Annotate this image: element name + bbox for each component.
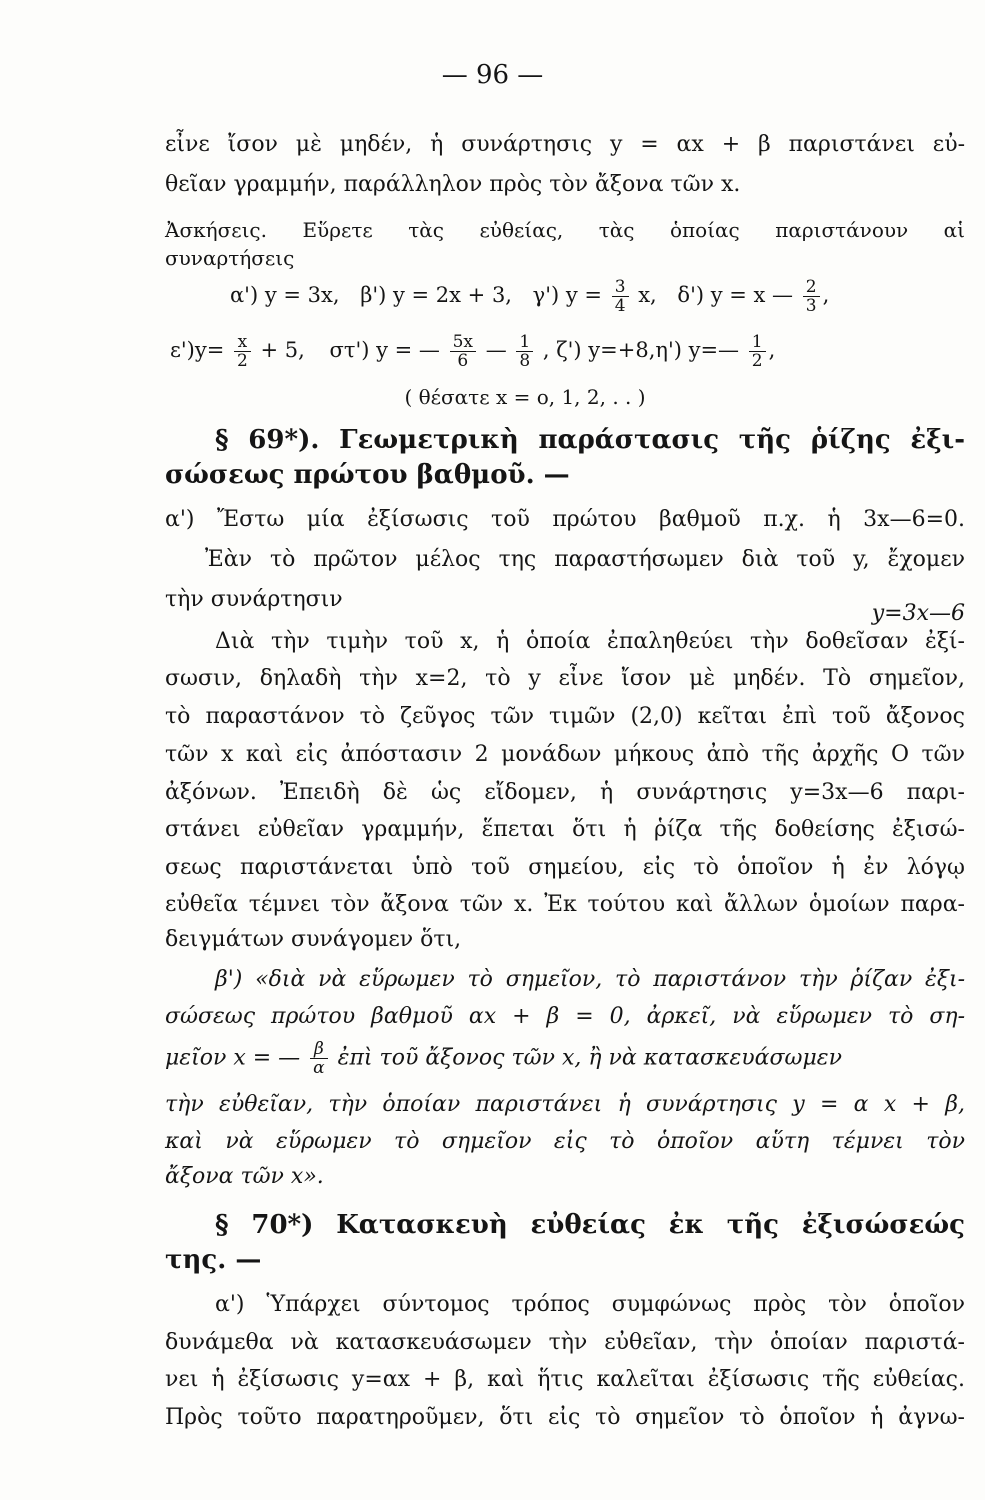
exercise-row-1	[230, 275, 970, 315]
exercise-c-rhs: x,	[638, 283, 657, 307]
text-line: συναρτήσεις	[165, 246, 295, 270]
exercise-row-2	[170, 330, 970, 370]
denominator: 4	[614, 296, 626, 316]
numerator: 1	[516, 333, 533, 352]
denominator: 8	[519, 351, 531, 371]
section-70-heading: § 70*) Κατασκευὴ εὐθείας ἐκ τῆς ἐξισώσεώς	[215, 1210, 965, 1240]
exercise-e-lhs: ε')y=	[170, 338, 225, 362]
text-line: στάνει εὐθεῖαν γραμμήν, ἕπεται ὅτι ἡ ῥίζα τῆς δοθείσης ἐξισώ-	[165, 817, 965, 842]
numerator: x	[234, 333, 251, 352]
text-line: εἶνε ἴσον μὲ μηδέν, ἡ συνάρτησις y = αx + β παριστάνει εὐ-	[165, 132, 965, 157]
text-line: θεῖαν γραμμήν, παράλληλον πρὸς τὸν ἄξονα τῶν x.	[165, 172, 741, 197]
rule-text: β') «διὰ νὰ εὕρωμεν τὸ σημεῖον, τὸ παριστάνον τὴν ῥίζαν ἐξι-	[215, 967, 965, 992]
exercise-e-rhs: + 5,	[260, 338, 305, 362]
exercise-b: β') y = 2x + 3,	[360, 283, 512, 307]
denominator: 3	[805, 296, 817, 316]
fraction	[450, 333, 476, 370]
exercise-d	[677, 275, 829, 315]
exercises-intro: Ἀσκήσεις. Εὕρετε τὰς εὐθείας, τὰς ὁποίας παριστάνουν αἱ	[165, 218, 965, 242]
text-line: α') Ἔστω μία ἐξίσωσις τοῦ πρώτου βαθμοῦ π.χ. ἡ 3x—6=0.	[165, 507, 965, 532]
section-69-heading: § 69*). Γεωμετρικὴ παράστασις τῆς ῥίζης ἐξι-	[215, 425, 965, 455]
rule-text: καὶ νὰ εὕρωμεν τὸ σημεῖον εἰς τὸ ὁποῖον αὕτη τέμνει τὸν	[165, 1129, 965, 1154]
exercise-c-lhs: γ') y =	[532, 283, 602, 307]
exercise-st-lhs: στ') y = —	[329, 338, 440, 362]
hint-line: ( θέσατε x = o, 1, 2, . . )	[404, 385, 646, 409]
text-line: δυνάμεθα νὰ κατασκευάσωμεν τὴν εὐθεῖαν, τὴν ὁποίαν παριστά-	[165, 1330, 965, 1355]
numerator: 1	[749, 333, 766, 352]
fraction	[803, 278, 820, 315]
denominator: 2	[237, 351, 248, 371]
rule-text: ἄξονα τῶν x».	[165, 1164, 324, 1189]
denominator: 6	[457, 351, 469, 371]
exercise-e	[170, 330, 305, 370]
exercise-z: , ζ') y=+8,η') y=—	[542, 338, 740, 362]
fraction	[234, 333, 251, 370]
exercise-d-rhs: ,	[822, 283, 830, 307]
rule-text: σώσεως πρώτου βαθμοῦ αx + β = 0, ἀρκεῖ, νὰ εὕρωμεν τὸ ση-	[165, 1004, 965, 1029]
text-fragment: μεῖον x = —	[165, 1045, 301, 1071]
fraction	[516, 333, 533, 370]
section-70-heading-cont: της. —	[165, 1245, 262, 1275]
text-line: νει ἡ ἐξίσωσις y=αx + β, καὶ ἥτις καλεῖται ἐξίσωσις τῆς εὐθείας.	[165, 1367, 965, 1392]
fraction	[310, 1040, 327, 1077]
numerator: β	[310, 1040, 327, 1059]
text-fragment: τὴν συνάρτησιν	[165, 587, 343, 612]
text-line	[165, 585, 965, 626]
page-number: — 96 —	[441, 60, 544, 90]
rule-text: τὴν εὐθεῖαν, τὴν ὁποίαν παριστάνει ἡ συνάρτησις y = α x + β,	[165, 1092, 965, 1117]
numerator: 2	[803, 278, 820, 297]
section-69-heading-cont: σώσεως πρώτου βαθμοῦ. —	[165, 460, 570, 490]
text-line: σωσιν, δηλαδὴ τὴν x=2, τὸ y εἶνε ἴσον μὲ μηδέν. Τὸ σημεῖον,	[165, 666, 965, 691]
text-line: α') Ὑπάρχει σύντομος τρόπος συμφώνως πρὸς τὸν ὁποῖον	[215, 1292, 965, 1317]
text-line: τὸ παραστάνον τὸ ζεῦγος τῶν τιμῶν (2,0) κεῖται ἐπὶ τοῦ ἄξονος	[165, 704, 965, 729]
text-fragment: ἐπὶ τοῦ ἄξονος τῶν x, ἢ νὰ κατασκευάσωμεν	[337, 1045, 842, 1071]
numerator: 5x	[450, 333, 476, 352]
text-line: Διὰ τὴν τιμὴν τοῦ x, ἡ ὁποία ἐπαληθεύει τὴν δοθεῖσαν ἐξί-	[215, 629, 965, 654]
exercise-c	[533, 275, 657, 315]
text-line: Πρὸς τοῦτο παρατηροῦμεν, ὅτι εἰς τὸ σημεῖον τὸ ὁποῖον ἡ ἀγνω-	[165, 1405, 965, 1430]
numerator: 3	[612, 278, 629, 297]
text-line: ἀξόνων. Ἐπειδὴ δὲ ὡς εἴδομεν, ἡ συνάρτησις y=3x—6 παρι-	[165, 780, 965, 805]
text-line: σεως παριστάνεται ὑπὸ τοῦ σημείου, εἰς τὸ ὁποῖον ἡ ἐν λόγῳ	[165, 855, 965, 880]
exercise-z-h	[543, 330, 775, 370]
fraction	[612, 278, 629, 315]
exercise-st	[330, 330, 537, 370]
exercise-a: α') y = 3x,	[230, 283, 340, 307]
denominator: 2	[751, 351, 763, 371]
rule-text	[165, 1040, 965, 1077]
exercise-h-rhs: ,	[768, 338, 776, 362]
text-line: εὐθεῖα τέμνει τὸν ἄξονα τῶν x. Ἐκ τούτου καὶ ἄλλων ὁμοίων παρα-	[165, 892, 965, 917]
text-line: Ἐὰν τὸ πρῶτον μέλος της παραστήσωμεν διὰ τοῦ y, ἔχομεν	[205, 547, 965, 572]
fraction	[749, 333, 766, 370]
text-line: δειγμάτων συνάγομεν ὅτι,	[165, 927, 462, 952]
equation: y=3x—6	[871, 601, 965, 626]
text-line: τῶν x καὶ εἰς ἀπόστασιν 2 μονάδων μήκους ἀπὸ τῆς ἀρχῆς O τῶν	[165, 742, 965, 767]
minus-sign: —	[485, 338, 507, 362]
exercise-d-lhs: δ') y = x —	[677, 283, 794, 307]
denominator: α	[313, 1058, 325, 1078]
